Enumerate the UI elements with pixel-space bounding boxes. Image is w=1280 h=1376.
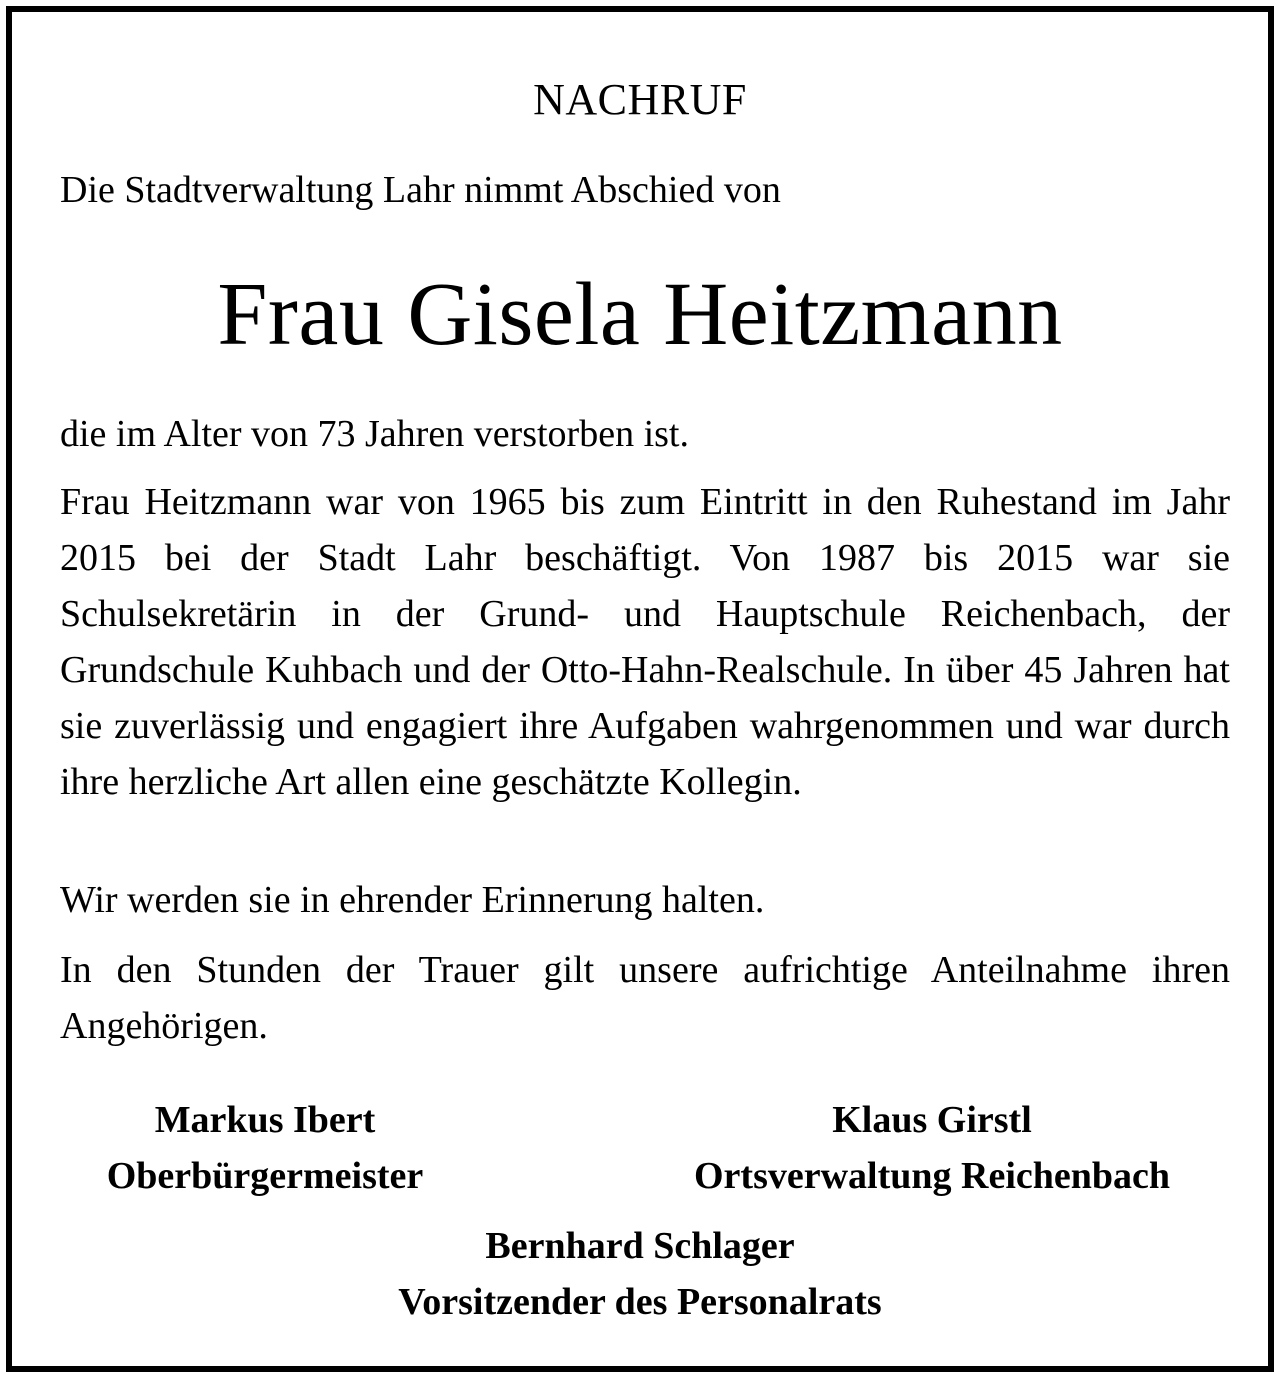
signatory-left-title: Oberbürgermeister <box>106 1155 424 1197</box>
signatory-center-title: Vorsitzender des Personalrats <box>398 1281 882 1323</box>
signatory-right-name: Klaus Girstl <box>832 1099 1032 1141</box>
signatory-right <box>622 1092 1242 1204</box>
signatory-left <box>60 1092 470 1204</box>
intro-line: Die Stadtverwaltung Lahr nimmt Abschied von <box>60 169 781 211</box>
signatory-left-name: Markus Ibert <box>154 1099 376 1141</box>
signatory-right-title: Ortsverwaltung Reichenbach <box>693 1155 1171 1197</box>
deceased-name: Frau Gisela Heitzmann <box>217 265 1063 364</box>
obituary-frame <box>6 6 1274 1372</box>
career-paragraph: Frau Heitzmann war von 1965 bis zum Eintritt in den Ruhestand im Jahr 2015 bei der Stadt Lahr beschäftigt. Von 1987 bis 2015 war sie Schulsekretärin in der Grund- und Hauptschule Reichenbach, der Grundschule Kuhbach und der Otto-Hahn-Realschule. In über 45 Jahren hat sie zuverlässig und engagiert ihre Aufgaben wahrgenommen und war durch ihre herzliche Art allen eine geschätzte Kollegin. <box>60 481 1230 803</box>
obituary-heading: NACHRUF <box>533 75 747 124</box>
signatory-center-name: Bernhard Schlager <box>485 1225 795 1267</box>
signatory-center <box>12 1218 1268 1330</box>
condolence-paragraph: In den Stunden der Trauer gilt unsere aufrichtige Anteilnahme ihren Angehörigen. <box>60 949 1230 1047</box>
memory-paragraph: Wir werden sie in ehrender Erinnerung halten. <box>60 879 765 921</box>
age-paragraph: die im Alter von 73 Jahren verstorben ist. <box>60 413 689 455</box>
